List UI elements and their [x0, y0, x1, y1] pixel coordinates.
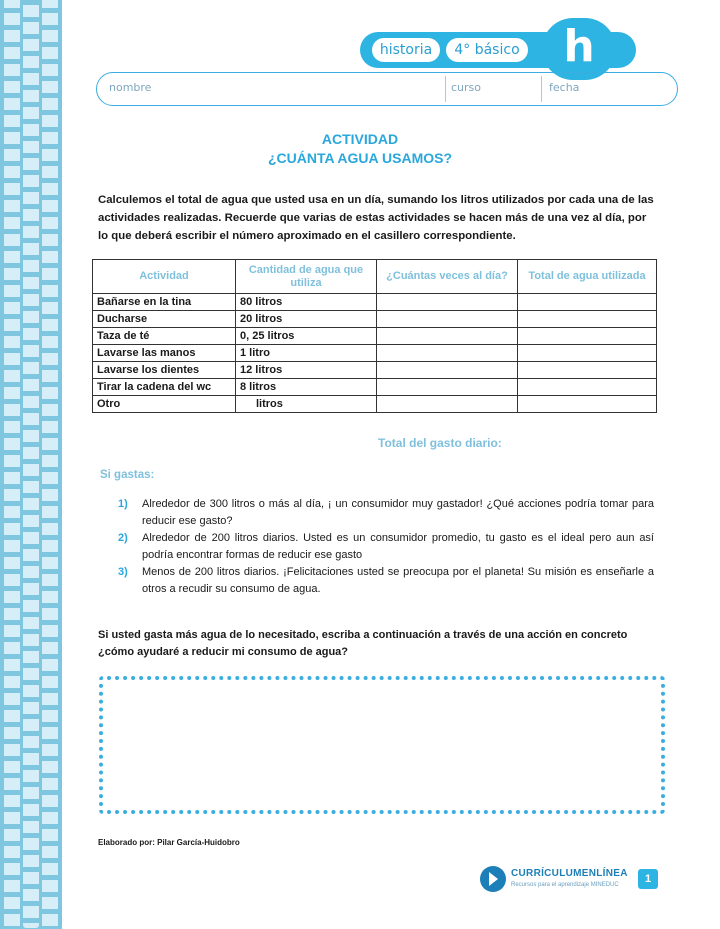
- table-row: [93, 379, 657, 396]
- amount-cell: 1 litro: [236, 345, 377, 362]
- table-row: [93, 345, 657, 362]
- list-text: Menos de 200 litros diarios. ¡Felicitaciones usted se preocupa por el planeta! Su misión es enseñarle a otros a recudir su consumo de agua.: [142, 566, 654, 595]
- list-number: 3): [118, 566, 128, 578]
- daily-total-label: Total del gasto diario:: [378, 436, 502, 450]
- name-field-label[interactable]: nombre: [109, 81, 152, 94]
- amount-cell: 80 litros: [236, 294, 377, 311]
- activity-cell: Otro: [93, 396, 236, 413]
- grade-label: 4° básico: [446, 38, 528, 62]
- column-header-amount: Cantidad de agua que utiliza: [236, 260, 377, 294]
- list-number: 2): [118, 532, 128, 544]
- date-field-label[interactable]: fecha: [549, 81, 580, 94]
- table-row: [93, 362, 657, 379]
- list-item: [118, 564, 654, 598]
- table-row: [93, 294, 657, 311]
- list-item: [118, 496, 654, 530]
- total-input-cell[interactable]: [518, 345, 657, 362]
- total-input-cell[interactable]: [518, 379, 657, 396]
- amount-cell: 12 litros: [236, 362, 377, 379]
- brand-name: CURRÍCULUMENLÍNEA: [511, 868, 628, 879]
- page-number: 1: [638, 869, 658, 889]
- student-info-bar[interactable]: [96, 72, 678, 106]
- list-number: 1): [118, 498, 128, 510]
- list-item: [118, 530, 654, 564]
- amount-cell: 8 litros: [236, 379, 377, 396]
- curriculum-logo-icon: [480, 866, 506, 892]
- times-input-cell[interactable]: [377, 311, 518, 328]
- times-input-cell[interactable]: [377, 345, 518, 362]
- column-header-total: Total de agua utilizada: [518, 260, 657, 294]
- times-input-cell[interactable]: [377, 294, 518, 311]
- total-input-cell[interactable]: [518, 328, 657, 345]
- subject-logo-icon: h: [542, 18, 616, 80]
- activity-cell: Ducharse: [93, 311, 236, 328]
- activity-title: ACTIVIDAD: [321, 131, 399, 147]
- water-usage-table: [92, 259, 657, 413]
- consumption-cases-list: [118, 496, 654, 598]
- answer-box[interactable]: [99, 676, 665, 814]
- table-row: [93, 396, 657, 413]
- column-header-activity: Actividad: [93, 260, 236, 294]
- si-gastas-heading: Si gastas:: [100, 469, 155, 481]
- amount-cell[interactable]: litros: [236, 396, 377, 413]
- activity-cell: Tirar la cadena del wc: [93, 379, 236, 396]
- total-input-cell[interactable]: [518, 362, 657, 379]
- amount-cell: 20 litros: [236, 311, 377, 328]
- column-header-times: ¿Cuántas veces al día?: [377, 260, 518, 294]
- activity-cell: Taza de té: [93, 328, 236, 345]
- table-row: [93, 311, 657, 328]
- times-input-cell[interactable]: [377, 379, 518, 396]
- author-credit: Elaborado por: Pilar García-Huidobro: [98, 838, 240, 847]
- amount-cell: 0, 25 litros: [236, 328, 377, 345]
- total-input-cell[interactable]: [518, 294, 657, 311]
- subject-label: historia: [372, 38, 440, 62]
- activity-subtitle: ¿CUÁNTA AGUA USAMOS?: [267, 150, 453, 166]
- total-input-cell[interactable]: [518, 396, 657, 413]
- table-row: [93, 328, 657, 345]
- list-text: Alrededor de 200 litros diarios. Usted es un consumidor promedio, tu gasto es el ideal pero aun así podría encontrar formas de reducir ese gasto: [142, 532, 654, 561]
- activity-cell: Lavarse los dientes: [93, 362, 236, 379]
- course-field-label[interactable]: curso: [451, 81, 482, 94]
- brand-tagline: Recursos para el aprendizaje MINEDUC: [511, 882, 619, 888]
- list-text: Alrededor de 300 litros o más al día, ¡ un consumidor muy gastador! ¿Qué acciones podría tomar para reducir ese gasto?: [142, 498, 654, 527]
- intro-paragraph: Calculemos el total de agua que usted usa en un día, sumando los litros utilizados por cada una de las actividades realizadas. Recuerde que varias de estas actividades se hacen más de una vez al día, por lo que deberá escribir el número aproximado en el casillero correspondiente.: [98, 194, 654, 242]
- times-input-cell[interactable]: [377, 328, 518, 345]
- times-input-cell[interactable]: [377, 396, 518, 413]
- activity-cell: Lavarse las manos: [93, 345, 236, 362]
- reflection-question: Si usted gasta más agua de lo necesitado, escriba a continuación a través de una acción en concreto ¿cómo ayudaré a reducir mi consumo de agua?: [98, 629, 628, 658]
- times-input-cell[interactable]: [377, 362, 518, 379]
- activity-cell: Bañarse en la tina: [93, 294, 236, 311]
- total-input-cell[interactable]: [518, 311, 657, 328]
